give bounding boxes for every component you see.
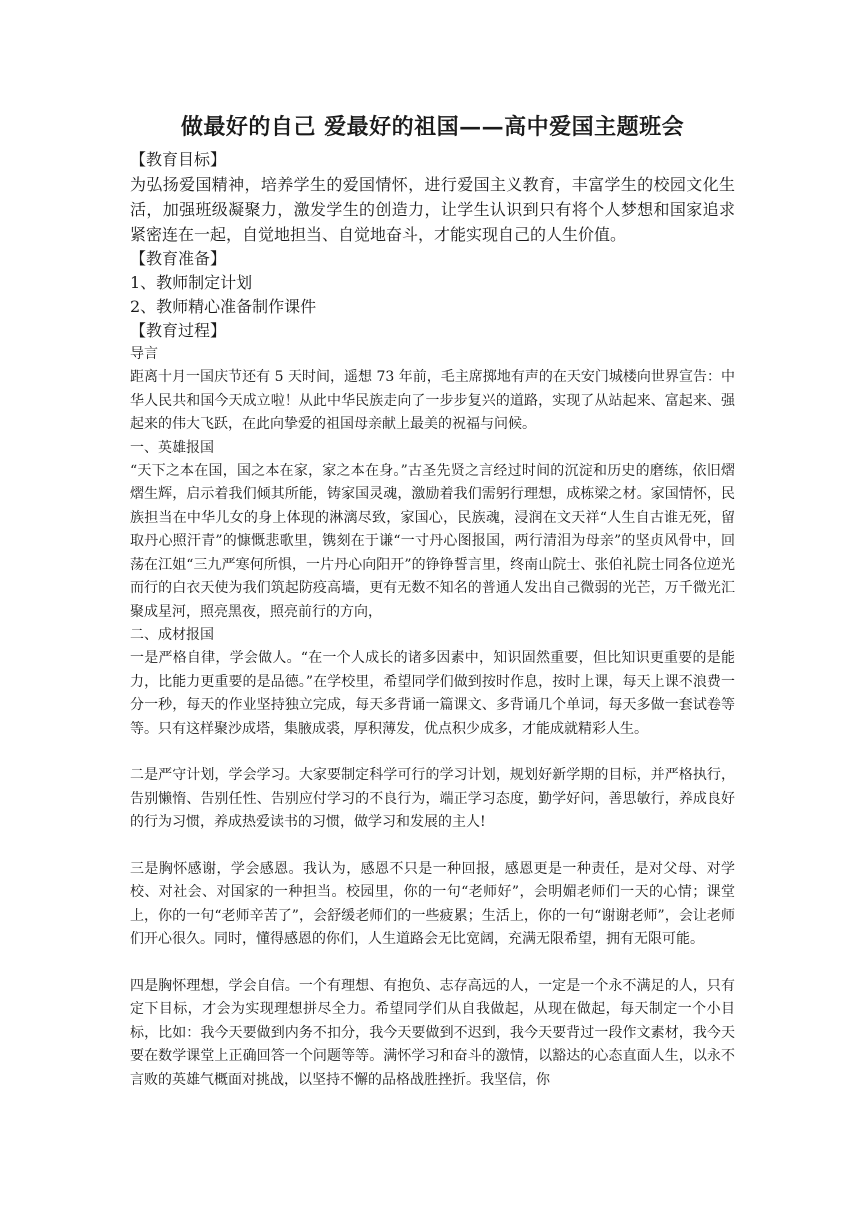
process-heading: 【教育过程】: [130, 321, 227, 340]
paragraph-two: 二是严守计划，学会学习。大家要制定科学可行的学习计划，规划好新学期的目标，并严格执行，告别懒惰、告别任性、告别应付学习的不良行为，端正学习态度，勤学好问，善思敏行，养成良好的行为习惯，养成热爱读书的习惯，做学习和发展的主人!: [130, 767, 735, 830]
paragraph-three: 三是胸怀感谢，学会感恩。我认为，感恩不只是一种回报，感恩更是一种责任，是对父母、对学校、对社会、对国家的一种担当。校园里，你的一句“老师好”，会明媚老师们一天的心情；课堂上，你的一句“老师辛苦了”，会舒缓老师们的一些疲累；生活上，你的一句“谢谢老师”，会让老师们开心很久。同时，懂得感恩的你们，人生道路会无比宽阔，充满无限希望，拥有无限可能。: [130, 860, 735, 947]
blank-line: [130, 835, 735, 858]
part2-heading: 二、成材报国: [130, 627, 214, 643]
part1-heading: 一、英雄报国: [130, 439, 214, 456]
goal-heading: 【教育目标】: [130, 150, 227, 169]
prep-item: 2、教师精心准备制作课件: [130, 297, 317, 316]
paragraph-one: 一是严格自律，学会做人。“在一个人成长的诸多因素中，知识固然重要，但比知识更重要的是能力，比能力更重要的是品德。”在学校里，希望同学们做到按时作息，按时上课，每天上课不浪费一分一秒，每天的作业坚持独立完成，每天多背诵一篇课文、多背诵几个单词，每天多做一套试卷等等。只有这样聚沙成塔，集腋成裘，厚积薄发，优点积少成多，才能成就精彩人生。: [130, 650, 735, 737]
prep-heading: 【教育准备】: [130, 249, 227, 268]
prep-item: 1、教师制定计划: [130, 273, 253, 292]
blank-line: [130, 741, 735, 764]
intro-paragraph: 距离十月一国庆节还有 5 天时间，遥想 73 年前，毛主席掷地有声的在天安门城楼向世界宣告：中华人民共和国今天成立啦！从此中华民族走向了一步步复兴的道路，实现了从站起来、富起来、强起来的伟大飞跃，在此向挚爱的祖国母亲献上最美的祝福与问候。: [130, 369, 735, 432]
part1-paragraph: “天下之本在国，国之本在家，家之本在身。”古圣先贤之言经过时间的沉淀和历史的磨练，依旧熠熠生辉，启示着我们倾其所能，铸家国灵魂，激励着我们需躬行理想，成栋梁之材。家国情怀，民族担当在中华儿女的身上体现的淋漓尽致，家国心，民族魂，浸润在文天祥“人生自古谁无死，留取丹心照汗青”的慷慨悲歌里，镌刻在于谦“一寸丹心图报国，两行清泪为母亲”的坚贞风骨中，回荡在江姐“三九严寒何所惧，一片丹心向阳开”的铮铮誓言里，终南山院士、张伯礼院士同各位逆光而行的白衣天使为我们筑起防疫高墙，更有无数不知名的普通人发出自己微弱的光芒，万千微光汇聚成星河，照亮黑夜，照亮前行的方向，: [130, 462, 735, 620]
paragraph-four: 四是胸怀理想，学会自信。一个有理想、有抱负、志存高远的人，一定是一个永不满足的人，只有定下目标，才会为实现理想拼尽全力。希望同学们从自我做起，从现在做起，每天制定一个小目标，比如：我今天要做到内务不扣分，我今天要做到不迟到，我今天要背过一段作文素材，我今天要在数学课堂上正确回答一个问题等等。满怀学习和奋斗的激情，以豁达的心态直面人生，以永不言败的英雄气概面对挑战，以坚持不懈的品格战胜挫折。我坚信，你: [130, 977, 735, 1088]
blank-line: [130, 952, 735, 975]
goal-paragraph: 为弘扬爱国精神，培养学生的爱国情怀，进行爱国主义教育，丰富学生的校园文化生活，加强班级凝聚力，激发学生的创造力，让学生认识到只有将个人梦想和国家追求紧密连在一起，自觉地担当、自觉地奋斗，才能实现自己的人生价值。: [130, 175, 735, 244]
document-title: 做最好的自己 爱最好的祖国——高中爱国主题班会: [180, 114, 685, 140]
intro-heading: 导言: [130, 346, 158, 362]
document-page: [130, 112, 735, 1092]
